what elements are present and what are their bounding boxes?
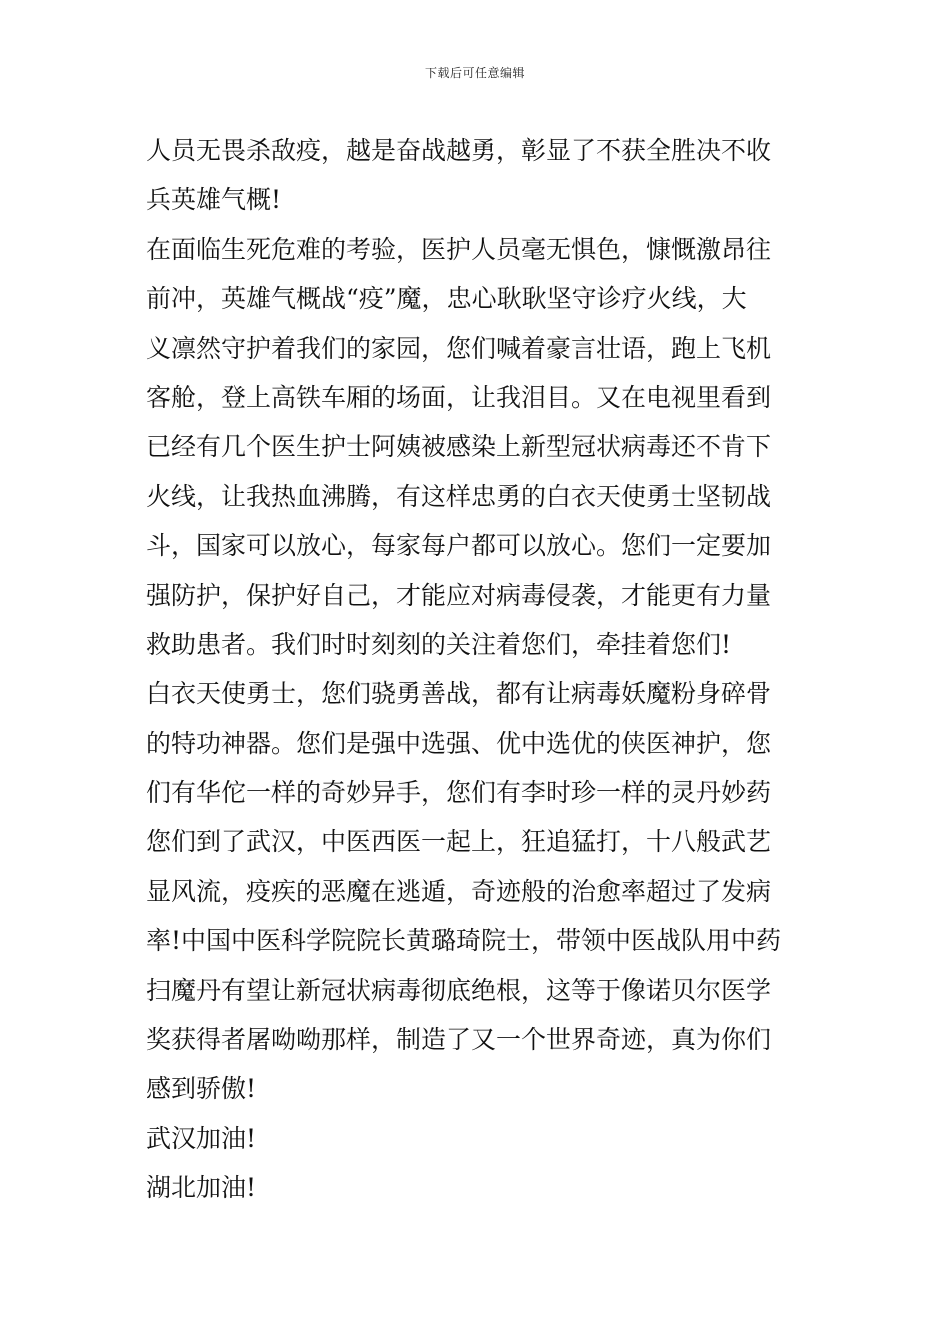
text-line: 在面临生死危难的考验，医护人员毫无惧色，慷慨激昂往: [146, 234, 772, 264]
text-line: 您们到了武汉，中医西医一起上，狂追猛打，十八般武艺: [146, 827, 772, 857]
document-body: [146, 126, 808, 1213]
page-header: 下载后可任意编辑: [424, 66, 525, 80]
text-line: 感到骄傲!: [146, 1074, 257, 1104]
text-line: 客舱，登上高铁车厢的场面，让我泪目。又在电视里看到: [146, 382, 772, 412]
text-line: 扫魔丹有望让新冠状病毒彻底绝根，这等于像诺贝尔医学: [146, 975, 772, 1005]
text-line: 火线，让我热血沸腾，有这样忠勇的白衣天使勇士坚韧战: [146, 481, 772, 511]
text-line: 前冲，英雄气概战“疫”魔，忠心耿耿坚守诊疗火线，大: [146, 284, 747, 314]
text-line: 白衣天使勇士，您们骁勇善战，都有让病毒妖魔粉身碎骨: [146, 679, 772, 709]
text-line: 强防护，保护好自己，才能应对病毒侵袭，才能更有力量: [146, 580, 772, 610]
text-line: 的特功神器。您们是强中选强、优中选优的侠医神护，您: [146, 728, 772, 758]
text-line: 兵英雄气概!: [146, 185, 282, 215]
text-line: 救助患者。我们时时刻刻的关注着您们，牵挂着您们!: [146, 629, 732, 659]
text-line: 湖北加油!: [146, 1173, 257, 1203]
text-line: 武汉加油!: [146, 1123, 257, 1153]
text-line: 奖获得者屠呦呦那样，制造了又一个世界奇迹，真为你们: [146, 1025, 772, 1055]
text-line: 显风流，疫疾的恶魔在逃遁，奇迹般的治愈率超过了发病: [146, 876, 772, 906]
text-line: 率!中国中医科学院院长黄璐琦院士，带领中医战队用中药: [146, 926, 782, 956]
text-line: 人员无畏杀敌疫，越是奋战越勇，彰显了不获全胜决不收: [146, 136, 772, 165]
text-line: 已经有几个医生护士阿姨被感染上新型冠状病毒还不肯下: [146, 432, 772, 462]
text-line: 们有华佗一样的奇妙异手，您们有李时珍一样的灵丹妙药: [146, 778, 772, 808]
text-line: 斗，国家可以放心，每家每户都可以放心。您们一定要加: [146, 531, 772, 561]
text-line: 义凛然守护着我们的家园，您们喊着豪言壮语，跑上飞机: [146, 333, 772, 363]
